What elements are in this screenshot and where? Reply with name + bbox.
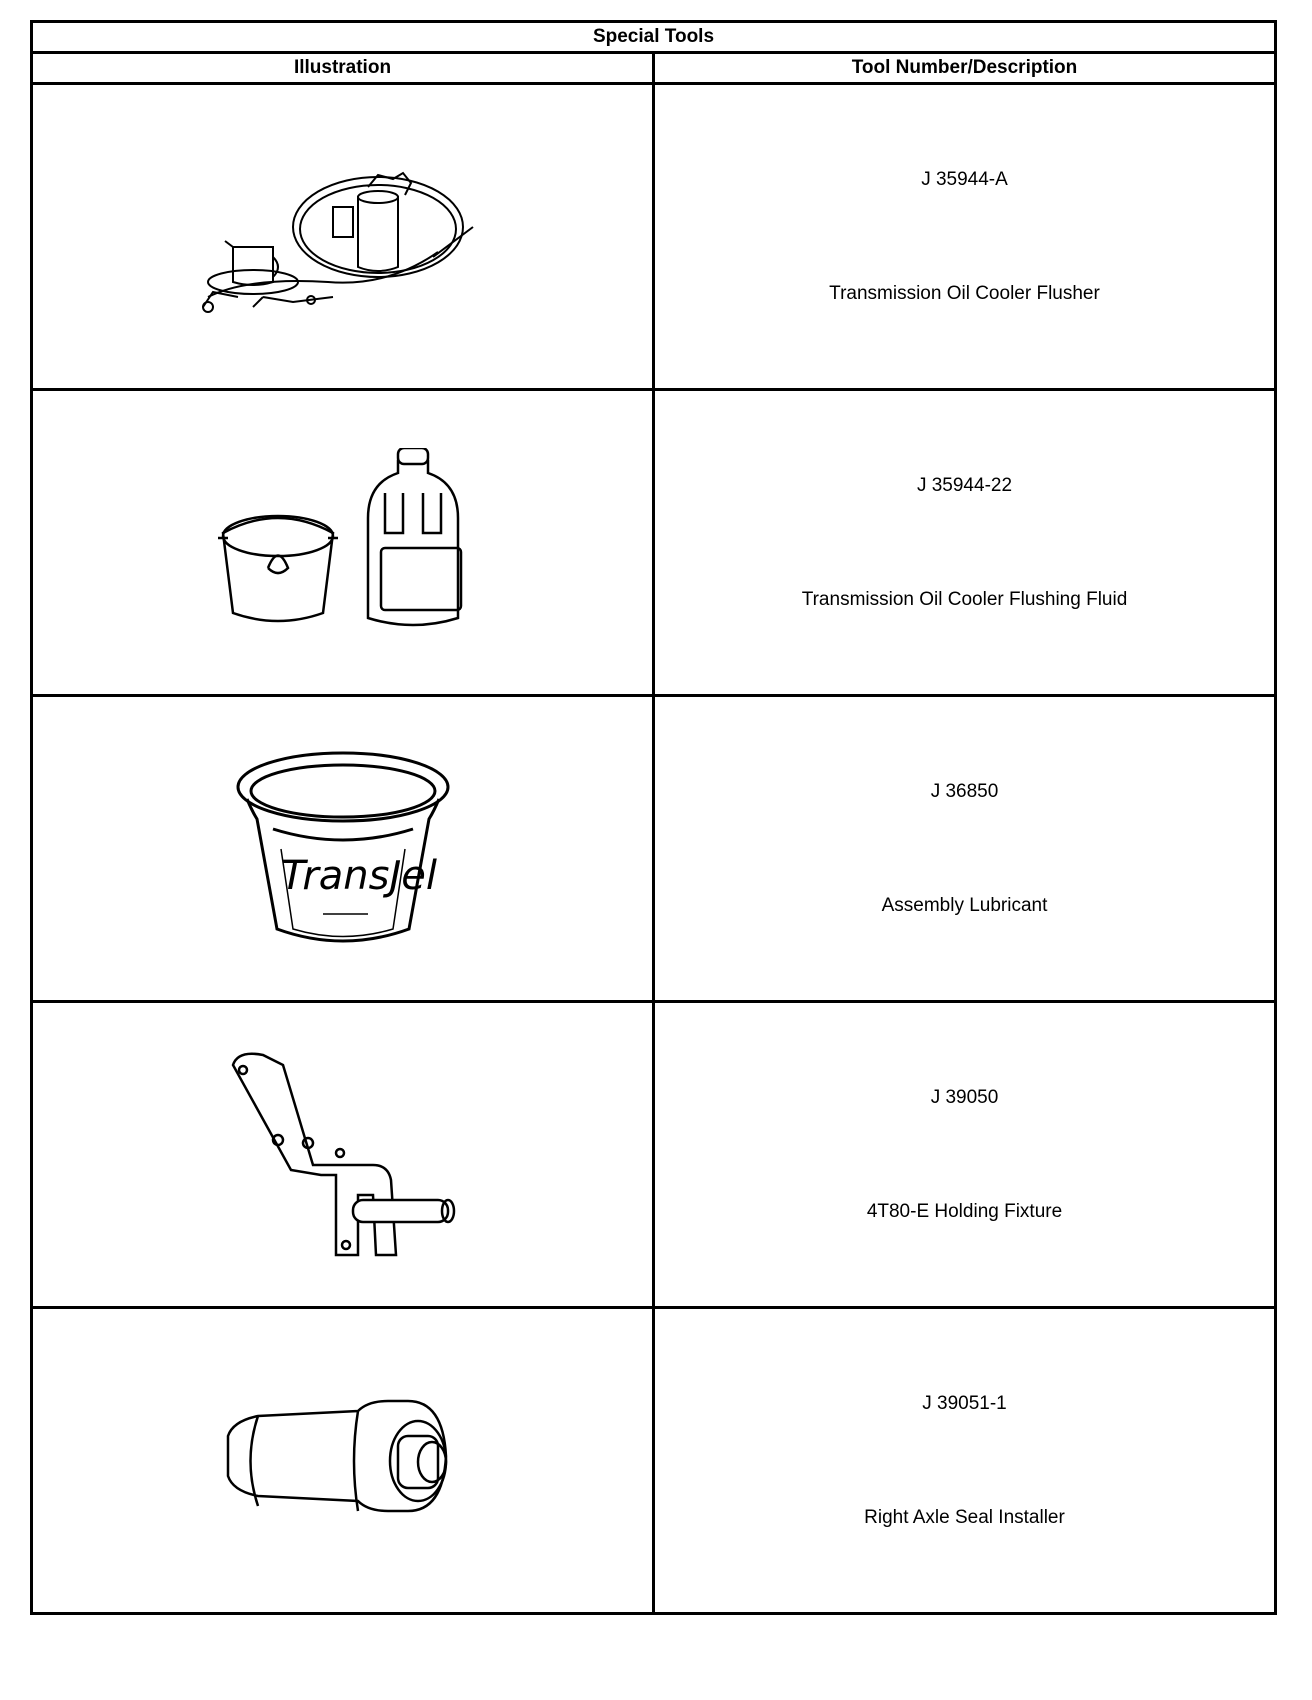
table-row <box>32 696 1276 1002</box>
tool-description: Assembly Lubricant <box>881 894 1048 916</box>
svg-text:TransJel: TransJel <box>280 852 437 899</box>
description-cell <box>654 696 1276 1002</box>
illustration-cell <box>32 696 654 1002</box>
table-caption: Special Tools <box>32 22 1276 53</box>
tool-number: J 35944-A <box>921 168 1008 190</box>
column-header-illustration: Illustration <box>32 53 654 84</box>
description-cell <box>654 84 1276 390</box>
oil-cooler-flusher-icon <box>193 157 493 317</box>
tool-description: Transmission Oil Cooler Flushing Fluid <box>801 588 1128 610</box>
illustration-cell <box>32 1002 654 1308</box>
axle-seal-installer-icon <box>218 1396 468 1526</box>
tool-description: 4T80-E Holding Fixture <box>866 1200 1063 1222</box>
description-cell <box>654 1308 1276 1614</box>
tool-number: J 39051-1 <box>922 1392 1007 1414</box>
tool-number: J 35944-22 <box>916 474 1013 496</box>
flushing-fluid-icon <box>213 448 473 638</box>
tool-description: Right Axle Seal Installer <box>864 1506 1065 1528</box>
illustration-cell <box>32 84 654 390</box>
special-tools-table <box>30 20 1277 1615</box>
special-tools-sheet <box>30 20 1277 1615</box>
column-header-tool-number: Tool Number/Description <box>654 53 1276 84</box>
table-row <box>32 1002 1276 1308</box>
illustration-cell <box>32 1308 654 1614</box>
lubricant-tub-icon <box>233 749 453 949</box>
table-row <box>32 84 1276 390</box>
table-row <box>32 390 1276 696</box>
tool-description: Transmission Oil Cooler Flusher <box>829 282 1100 304</box>
table-row <box>32 1308 1276 1614</box>
description-cell <box>654 1002 1276 1308</box>
tool-number: J 39050 <box>930 1086 999 1108</box>
description-cell <box>654 390 1276 696</box>
illustration-cell <box>32 390 654 696</box>
holding-fixture-icon <box>228 1045 458 1265</box>
tool-number: J 36850 <box>930 780 999 802</box>
